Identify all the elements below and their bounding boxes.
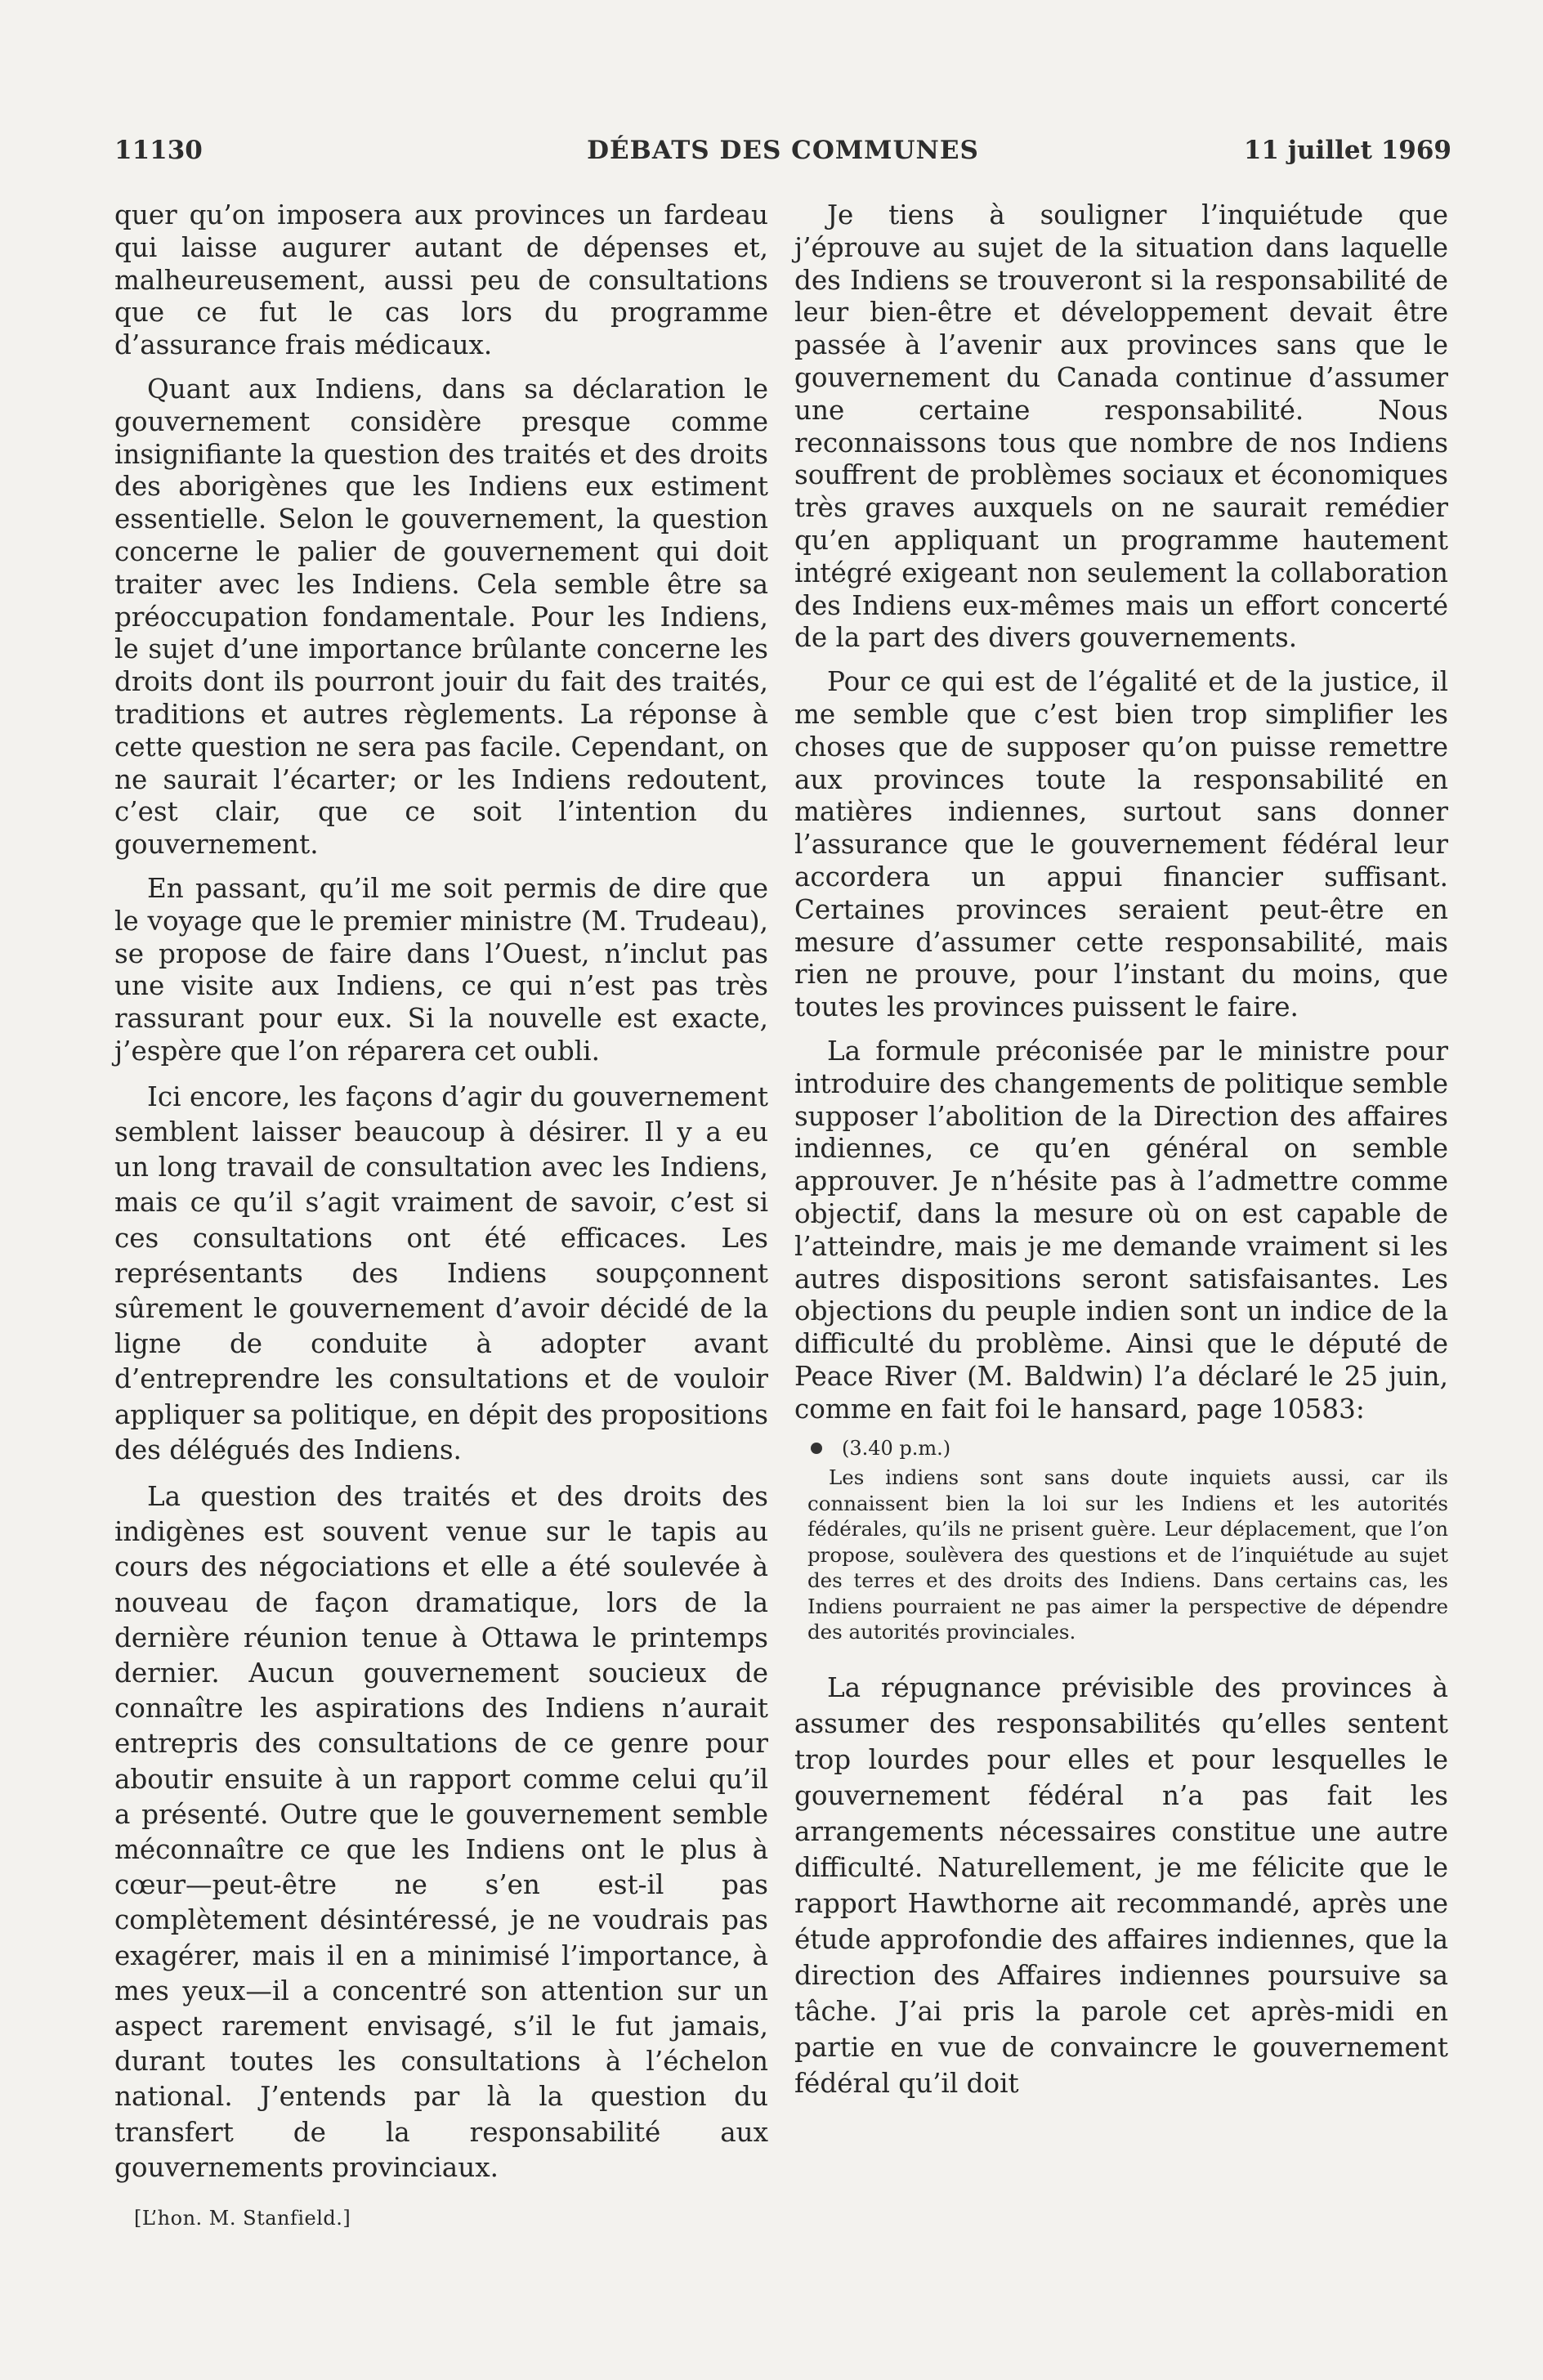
right-column [794,199,1448,2101]
left-column [114,199,768,2230]
paragraph: En passant, qu’il me soit permis de dire que le voyage que le premier ministre (M. Trudeau), se propose de faire dans l’Ouest, n’inclut pas une visite aux Indiens, ce qui n’est pas très rassurant pour eux. Si la nouvelle est exacte, j’espère que l’on réparera cet oubli. [114,872,768,1067]
paragraph: Je tiens à souligner l’inquiétude que j’éprouve au sujet de la situation dans laquelle des Indiens se trouveront si la responsabilité de leur bien-être et développement devait être passée à l’avenir aux provinces sans que le gouvernement du Canada continue d’assumer une certaine responsabilité. Nous reconnaissons tous que nombre de nos Indiens souffrent de problèmes sociaux et économiques très graves auxquels on ne saurait remédier qu’en appliquant un programme hautement intégré exigeant non seulement la collaboration des Indiens eux-mêmes mais un effort concerté de la part des divers gouvernements. [794,199,1448,654]
issue-date: 11 juillet 1969 [1243,136,1451,165]
paragraph: quer qu’on imposera aux provinces un fardeau qui laisse augurer autant de dépenses et, malheureusement, aussi peu de consultations que ce fut le cas lors du programme d’assurance frais médicaux. [114,199,768,361]
block-quote: Les indiens sont sans doute inquiets aussi, car ils connaissent bien la loi sur les Indiens et les autorités fédérales, qu’ils ne prisent guère. Leur déplacement, que l’on propose, soulèvera des questions et de l’inquiétude au sujet des terres et des droits des Indiens. Dans certains cas, les Indiens pourraient ne pas aimer la perspective de dépendre des autorités provinciales. [807,1465,1448,1644]
speaker-attribution: [L’hon. M. Stanfield.] [134,2207,351,2230]
bullet-icon [811,1443,822,1454]
paragraph: Pour ce qui est de l’égalité et de la justice, il me semble que c’est bien trop simplifier les choses que de supposer qu’on puisse remettre aux provinces toute la responsabilité en matières indiennes, surtout sans donner l’assurance que le gouvernement fédéral leur accordera un appui financier suffisant. Certaines provinces seraient peut-être en mesure d’assumer cette responsabilité, mais rien ne prouve, pour l’instant du moins, que toutes les provinces puissent le faire. [794,666,1448,1023]
timestamp-text: (3.40 p.m.) [842,1437,951,1461]
paragraph: La répugnance prévisible des provinces à assumer des responsabilités qu’elles sentent trop lourdes pour elles et pour lesquelles le gouvernement fédéral n’a pas fait les arrangements nécessaires constitue une autre difficulté. Naturellement, je me félicite que le rapport Hawthorne ait recommandé, après une étude approfondie des affaires indiennes, que la direction des Affaires indiennes poursuive sa tâche. J’ai pris la parole cet après-midi en partie en vue de convaincre le gouvernement fédéral qu’il doit [794,1671,1448,2099]
page-number: 11130 [114,136,203,165]
page-header [114,136,1451,172]
publication-title: DÉBATS DES COMMUNES [587,136,979,165]
paragraph: La question des traités et des droits des indigènes est souvent venue sur le tapis au cours des négociations et elle a été soulevée à nouveau de façon dramatique, lors de la dernière réunion tenue à Ottawa le printemps dernier. Aucun gouvernement soucieux de connaître les aspirations des Indiens n’aurait entrepris des consultations de ce genre pour aboutir ensuite à un rapport comme celui qu’il a présenté. Outre que le gouvernement semble méconnaître ce que les Indiens ont le plus à cœur—peut-être ne s’en est-il pas complètement désintéressé, je ne voudrais pas exagérer, mais il en a minimisé l’importance, à mes yeux—il a concentré son attention sur un aspect rarement envisagé, s’il le fut jamais, durant toutes les consultations à l’échelon national. J’entends par là la question du transfert de la responsabilité aux gouvernements provinciaux. [114,1480,768,2183]
paragraph: La formule préconisée par le ministre pour introduire des changements de politique semble supposer l’abolition de la Direction des affaires indiennes, ce qu’en général on semble approuver. Je n’hésite pas à l’admettre comme objectif, dans la mesure où on est capable de l’atteindre, mais je me demande vraiment si les autres dispositions seront satisfaisantes. Les objections du peuple indien sont un indice de la difficulté du problème. Ainsi que le député de Peace River (M. Baldwin) l’a déclaré le 25 juin, comme en fait foi le hansard, page 10583: [794,1035,1448,1425]
paragraph: Quant aux Indiens, dans sa déclaration le gouvernement considère presque comme insignifiante la question des traités et des droits des aborigènes que les Indiens eux estiment essentielle. Selon le gouvernement, la question concerne le palier de gouvernement qui doit traiter avec les Indiens. Cela semble être sa préoccupation fondamentale. Pour les Indiens, le sujet d’une importance brûlante concerne les droits dont ils pourront jouir du fait des traités, traditions et autres règlements. La réponse à cette question ne sera pas facile. Cependant, on ne saurait l’écarter; or les Indiens redoutent, c’est clair, que ce soit l’intention du gouvernement. [114,373,768,861]
timestamp [811,1437,1448,1460]
paragraph: Ici encore, les façons d’agir du gouvernement semblent laisser beaucoup à désirer. Il y a eu un long travail de consultation avec les Indiens, mais ce qu’il s’agit vraiment de savoir, c’est si ces consultations ont été efficaces. Les représentants des Indiens soupçonnent sûrement le gouvernement d’avoir décidé de la ligne de conduite à adopter avant d’entreprendre les consultations et de vouloir appliquer sa politique, en dépit des propositions des délégués des Indiens. [114,1080,768,1465]
